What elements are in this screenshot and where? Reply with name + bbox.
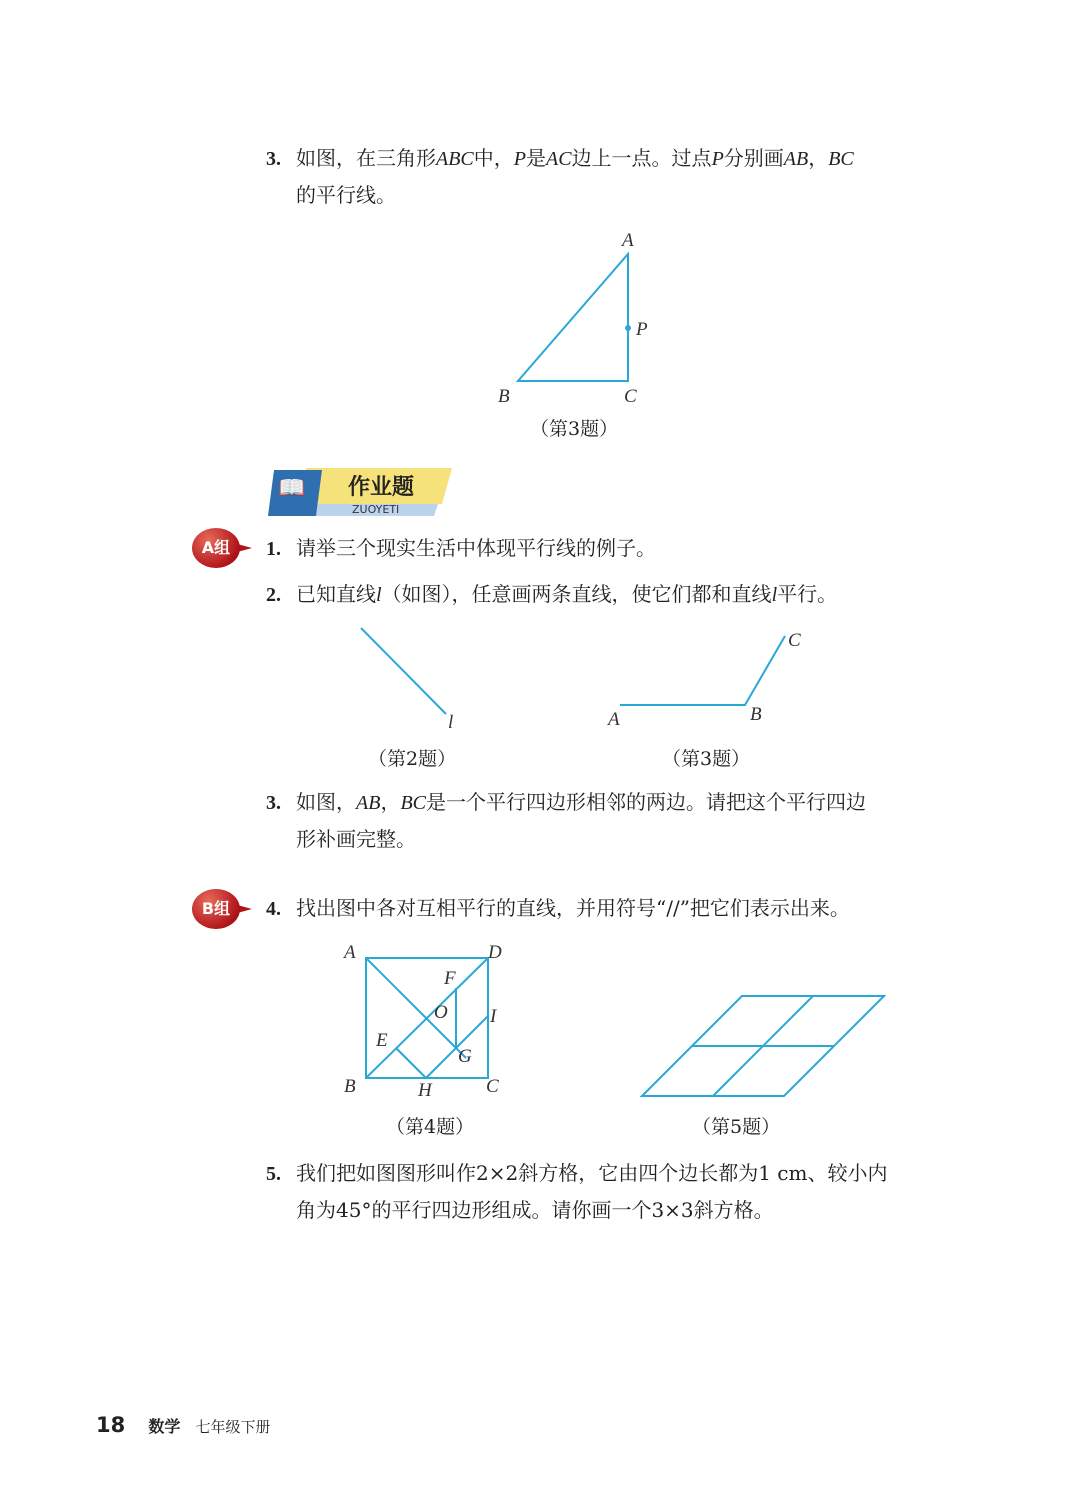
label-p: P [636,319,648,340]
figure-caption: （第4题） [386,1116,475,1138]
homework-question-2: 2. 已知直线l（如图），任意画两条直线，使它们都和直线l平行。 [266,582,838,606]
homework-question-3: 3. 如图，AB，BC是一个平行四边形相邻的两边。请把这个平行四边 形补画完整。 [266,790,866,851]
figure-caption: （第3题） [662,748,751,770]
figure-caption: （第5题） [692,1116,781,1138]
label-b: B [344,1076,356,1097]
group-b-badge: B组 [192,889,240,929]
label-c: C [788,630,801,651]
label-g: G [458,1046,472,1067]
label-a: A [622,230,634,251]
segment-eh [396,1048,426,1078]
label-c: C [486,1076,499,1097]
banner-title: 作业题 [348,475,415,500]
label-a: A [608,709,620,730]
label-h: H [418,1080,432,1101]
question-number: 3. [266,148,281,170]
homework-question-5: 5. 我们把如图图形叫作2×2斜方格，它由四个边长都为1 cm、较小内 角为45°的平行四边形组成。请你画一个3×3斜方格。 [266,1161,888,1222]
label-i: I [490,1006,497,1027]
label-e: E [376,1030,388,1051]
label-b: B [750,704,762,725]
figure-caption: （第3题） [530,418,619,440]
label-f: F [444,968,456,989]
label-d: D [488,942,502,963]
subject: 数学 [148,1417,181,1436]
segments-ab-bc [620,636,785,705]
banner-subtitle: ZUOYETI [352,503,400,516]
group-a-badge: A组 [192,528,240,568]
square-figure [336,938,526,1108]
label-b: B [498,386,510,407]
figure-caption: （第2题） [368,748,457,770]
point-p [625,325,631,331]
homework-question-4: 4. 找出图中各对互相平行的直线，并用符号“//”把它们表示出来。 [266,896,850,920]
label-c: C [624,386,637,407]
label-o: O [434,1002,448,1023]
slanted-grid-figure [636,990,892,1102]
page-footer [96,1413,270,1437]
label-l: l [448,712,454,733]
homework-banner [266,466,456,518]
line-l [361,628,446,714]
line-l-figure [350,622,470,734]
grade: 七年级下册 [195,1418,271,1436]
angle-figure [600,626,820,736]
book-icon: 📖 [278,476,306,501]
triangle-figure [480,222,680,412]
practice-question-3: 3. 如图，在三角形ABC中，P是AC边上一点。过点P分别画AB，BC 的平行线。 [266,140,946,213]
label-a: A [344,942,356,963]
page-number: 18 [96,1413,126,1437]
homework-question-1: 1. 请举三个现实生活中体现平行线的例子。 [266,536,656,560]
triangle-abc [518,254,628,381]
